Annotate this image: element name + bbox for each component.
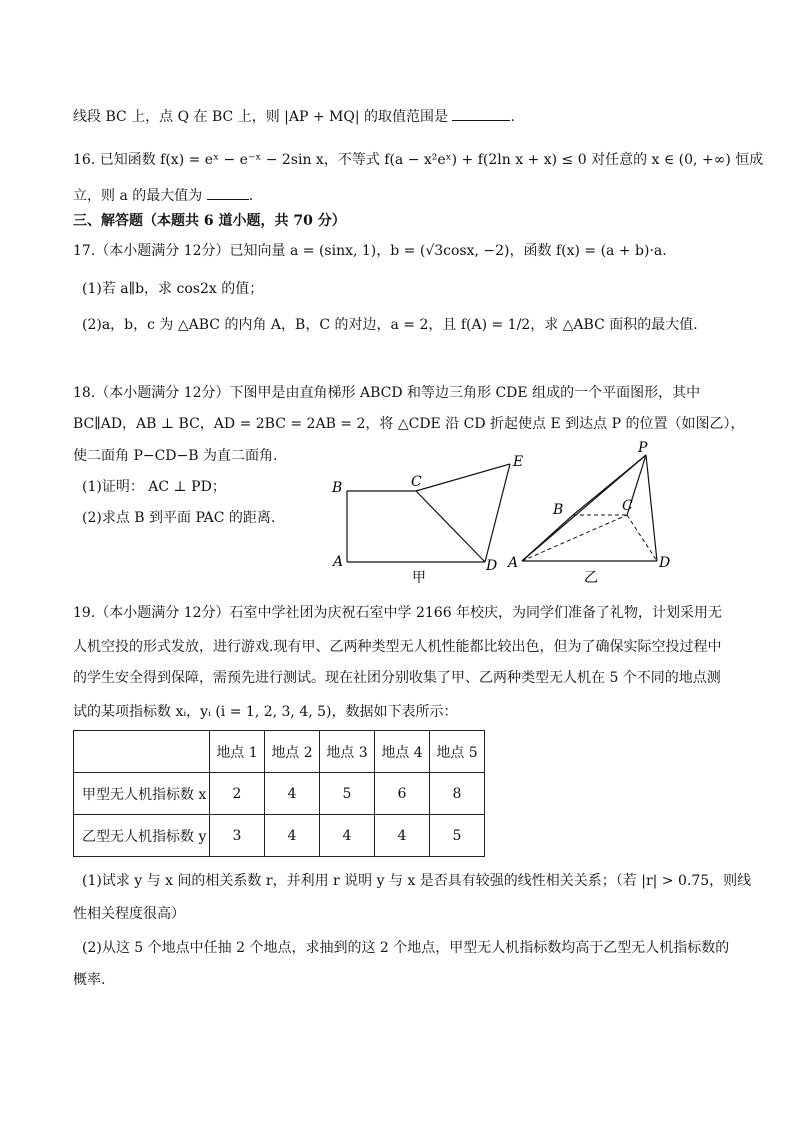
table-row-label: 乙型无人机指标数 y (74, 815, 210, 857)
fig2-label-P: P (638, 440, 648, 456)
table-header-cell: 地点 2 (265, 731, 320, 773)
q17-part1: (1)若 a∥b，求 cos2x 的值； (82, 281, 264, 297)
table-cell: 4 (265, 773, 320, 815)
table-cell: 6 (375, 773, 430, 815)
fig1-label-C: C (411, 474, 422, 490)
table-header-cell (74, 731, 210, 773)
q16-line2: 立，则 a 的最大值为 . (73, 188, 254, 204)
table-cell: 4 (320, 815, 375, 857)
fig2-label-A: A (508, 555, 519, 571)
fig2-label-C: C (622, 498, 633, 514)
q19-line1: 19.（本小题满分 12分）石室中学社团为庆祝石室中学 2166 年校庆，为同学们准备了礼物，计划采用无 (73, 605, 723, 621)
figure-yi (500, 438, 680, 588)
table-cell: 8 (430, 773, 485, 815)
fig1-label-B: B (332, 480, 343, 496)
table-row-label: 甲型无人机指标数 x (74, 773, 210, 815)
table-row (74, 815, 485, 857)
q19-line3: 的学生安全得到保障，需预先进行测试。现在社团分别收集了甲、乙两种类型无人机在 5 个不同的地点测 (73, 670, 721, 686)
section-3-heading: 三、解答题（本题共 6 道小题，共 70 分） (73, 213, 346, 229)
q17-stem: 17.（本小题满分 12分）已知向量 a = (sinx, 1)，b = (√3cosx, −2)，函数 f(x) = (a + b)·a. (73, 243, 667, 259)
table-header-cell: 地点 4 (375, 731, 430, 773)
q17-part2: (2)a，b，c 为 △ABC 的内角 A，B，C 的对边，a = 2，且 f(A) = 1/2，求 △ABC 面积的最大值. (82, 317, 698, 333)
q19-part1-b: 性相关程度很高） (73, 906, 185, 922)
table-header-row (74, 731, 485, 773)
q19-line4: 试的某项指标数 xᵢ，yᵢ (i = 1, 2, 3, 4, 5)，数据如下表所示： (73, 704, 458, 720)
q18-line2: BC∥AD，AB ⊥ BC，AD = 2BC = 2AB = 2，将 △CDE 沿 CD 折起使点 E 到达点 P 的位置（如图乙）， (73, 416, 745, 432)
fig1-caption: 甲 (412, 570, 426, 586)
q15-tail-text: 线段 BC 上，点 Q 在 BC 上，则 |AP + MQ| 的取值范围是 (73, 109, 449, 125)
table-cell: 3 (210, 815, 265, 857)
fig2-label-B: B (553, 502, 564, 518)
q16-answer-blank[interactable] (207, 187, 249, 200)
fig2-label-D: D (659, 555, 671, 571)
q19-part2-a: (2)从这 5 个地点中任抽 2 个地点，求抽到的这 2 个地点，甲型无人机指标数均高于乙型无人机指标数的 (82, 940, 730, 956)
fig1-label-D: D (486, 558, 498, 574)
q18-line1: 18.（本小题满分 12分）下图甲是由直角梯形 ABCD 和等边三角形 CDE 组成的一个平面图形，其中 (73, 385, 701, 401)
q15-tail: 线段 BC 上，点 Q 在 BC 上，则 |AP + MQ| 的取值范围是 . (73, 109, 515, 125)
table-header-cell: 地点 5 (430, 731, 485, 773)
table-cell: 5 (430, 815, 485, 857)
q15-answer-blank[interactable] (452, 108, 510, 121)
table-cell: 4 (265, 815, 320, 857)
q16-line2-text: 立，则 a 的最大值为 (73, 188, 203, 204)
table-row (74, 773, 485, 815)
q19-part2-b: 概率. (73, 972, 106, 988)
table-cell: 5 (320, 773, 375, 815)
fig2-caption: 乙 (584, 570, 598, 586)
table-cell: 2 (210, 773, 265, 815)
q18-part1: (1)证明： AC ⊥ PD； (82, 479, 226, 495)
table-header-cell: 地点 1 (210, 731, 265, 773)
table-header-cell: 地点 3 (320, 731, 375, 773)
drone-data-table (73, 730, 485, 857)
q19-part1-a: (1)试求 y 与 x 间的相关系数 r，并利用 r 说明 y 与 x 是否具有较强的线性相关关系；（若 |r| > 0.75，则线 (82, 873, 752, 889)
fig1-label-A: A (333, 554, 344, 570)
q19-line2: 人机空投的形式发放，进行游戏.现有甲、乙两种类型无人机性能都比较出色，但为了确保实际空投过程中 (73, 639, 722, 655)
fig1-label-E: E (513, 454, 524, 470)
q16-line1: 16. 已知函数 f(x) = eˣ − e⁻ˣ − 2sin x，不等式 f(a − x²eˣ) + f(2ln x + x) ≤ 0 对任意的 x ∈ (0, +∞) 恒成 (73, 152, 764, 168)
q18-part2: (2)求点 B 到平面 PAC 的距离. (82, 510, 276, 526)
table-cell: 4 (375, 815, 430, 857)
q18-line3: 使二面角 P−CD−B 为直二面角. (73, 448, 278, 464)
